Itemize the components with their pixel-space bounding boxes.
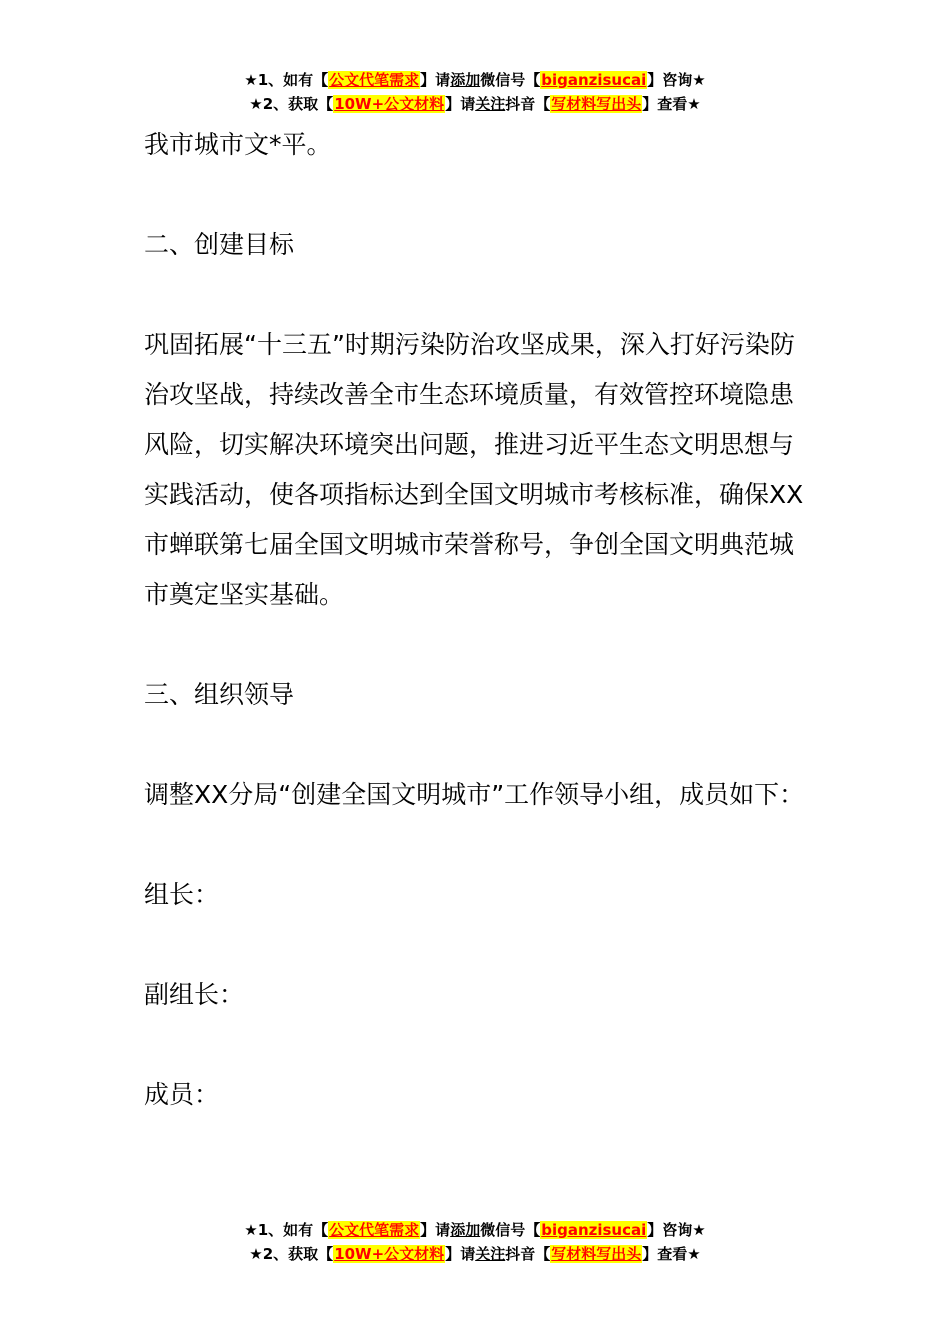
banner-highlight: 公文代笔需求 [329,1221,420,1239]
banner-text: 微信号【 [480,1221,541,1239]
leader-label: 组长： [144,880,220,909]
banner-line-1 [0,1218,950,1242]
banner-line-2 [0,92,950,116]
banner-highlight: 10W+公文材料 [334,1245,445,1263]
banner-underlined-text: 添加 [450,71,481,89]
section-heading-organization: 三、组织领导 [144,680,295,709]
banner-highlight: 10W+公文材料 [334,95,445,113]
banner-text: 微信号【 [480,71,541,89]
banner-highlight: biganzisucai [541,71,647,89]
banner-highlight: 写材料写出头 [551,95,642,113]
banner-line-1 [0,68,950,92]
banner-text: ★2、获取【 [249,1245,334,1263]
banner-text: 】查看★ [642,1245,701,1263]
banner-text: 】查看★ [642,95,701,113]
goals-paragraph: 巩固拓展“十三五”时期污染防治攻坚成果，深入打好污染防治攻坚战，持续改善全市生态环境质量，有效管控环境隐患风险，切实解决环境突出问题，推进习近平生态文明思想与实践活动，使各项指标达到全国文明城市考核标准，确保XX市蝉联第七届全国文明城市荣誉称号，争创全国文明典范城市奠定坚实基础。 [144,330,804,609]
banner-text: 】请 [420,1221,451,1239]
banner-highlight: biganzisucai [541,1221,647,1239]
banner-highlight: 写材料写出头 [551,1245,642,1263]
banner-text: 】请 [420,71,451,89]
banner-text: 】咨询★ [647,1221,706,1239]
banner-text: ★2、获取【 [249,95,334,113]
banner-text: 】请 [445,1245,476,1263]
banner-underlined-text: 关注 [475,1245,506,1263]
banner-underlined-text: 添加 [450,1221,481,1239]
header-banner [0,68,950,116]
document-body [144,120,812,1120]
deputy-leader-label: 副组长： [144,980,245,1009]
banner-text: 】咨询★ [647,71,706,89]
organization-paragraph: 调整XX分局“创建全国文明城市”工作领导小组，成员如下： [144,780,805,809]
banner-text: 抖音【 [505,1245,551,1263]
banner-text: 】请 [445,95,476,113]
banner-text: ★1、如有【 [244,71,329,89]
banner-text: ★1、如有【 [244,1221,329,1239]
banner-text: 抖音【 [505,95,551,113]
footer-banner [0,1218,950,1266]
banner-line-2 [0,1242,950,1266]
banner-highlight: 公文代笔需求 [329,71,420,89]
members-label: 成员： [144,1080,220,1109]
section-heading-goals: 二、创建目标 [144,230,295,259]
continuation-line: 我市城市文*平。 [144,130,332,159]
banner-underlined-text: 关注 [475,95,506,113]
